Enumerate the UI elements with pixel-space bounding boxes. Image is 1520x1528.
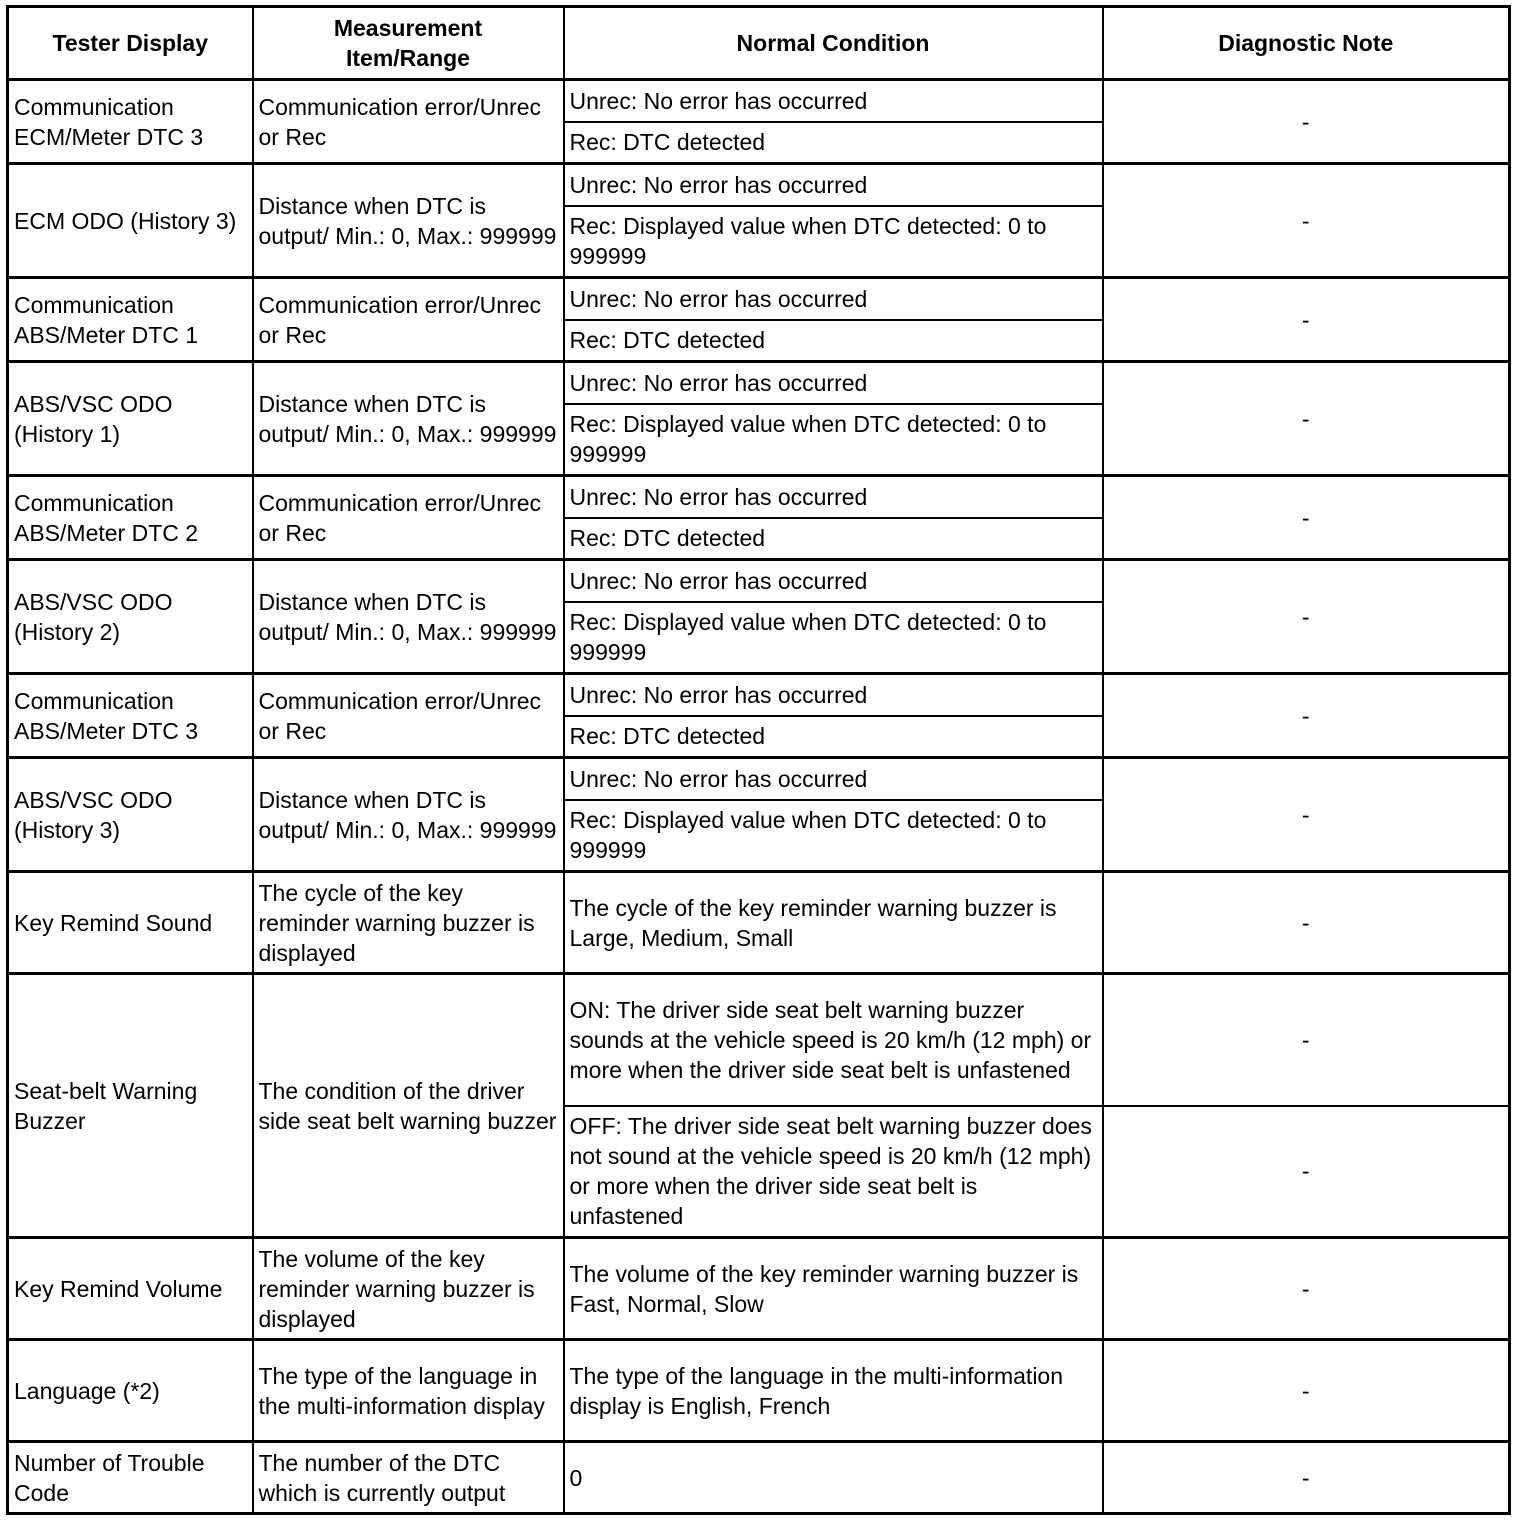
table-row — [8, 1442, 1510, 1514]
table-row — [8, 80, 1510, 122]
measurement-cell: Communication error/Unrec or Rec — [253, 674, 564, 758]
normal-condition-cell: 0 — [564, 1442, 1103, 1514]
tester-display-cell: Communication ABS/Meter DTC 2 — [8, 476, 253, 560]
measurement-cell: The volume of the key reminder warning buzzer is displayed — [253, 1238, 564, 1340]
header-normal-condition: Normal Condition — [564, 7, 1103, 80]
diagnostic-note-cell: - — [1103, 974, 1510, 1106]
tester-display-cell: ECM ODO (History 3) — [8, 164, 253, 278]
header-measurement-item-range: Measurement Item/Range — [253, 7, 564, 80]
table-row — [8, 674, 1510, 716]
measurement-cell: Distance when DTC is output/ Min.: 0, Max.: 999999 — [253, 758, 564, 872]
table-body — [8, 80, 1510, 1514]
normal-condition-cell: Rec: DTC detected — [564, 122, 1103, 164]
normal-condition-cell: Rec: DTC detected — [564, 320, 1103, 362]
header-row — [8, 7, 1510, 80]
measurement-cell: Distance when DTC is output/ Min.: 0, Max.: 999999 — [253, 560, 564, 674]
normal-condition-cell: ON: The driver side seat belt warning buzzer sounds at the vehicle speed is 20 km/h (12 mph) or more when the driver side seat belt is unfastened — [564, 974, 1103, 1106]
measurement-cell: Distance when DTC is output/ Min.: 0, Max.: 999999 — [253, 164, 564, 278]
normal-condition-cell: The cycle of the key reminder warning buzzer is Large, Medium, Small — [564, 872, 1103, 974]
normal-condition-cell: Rec: DTC detected — [564, 518, 1103, 560]
table-row — [8, 164, 1510, 206]
tester-display-cell: ABS/VSC ODO (History 3) — [8, 758, 253, 872]
diagnostic-note-cell: - — [1103, 1106, 1510, 1238]
table-row — [8, 278, 1510, 320]
measurement-cell: Communication error/Unrec or Rec — [253, 278, 564, 362]
table-row — [8, 974, 1510, 1106]
normal-condition-cell: Rec: Displayed value when DTC detected: 0 to 999999 — [564, 206, 1103, 278]
tester-display-cell: Key Remind Sound — [8, 872, 253, 974]
normal-condition-cell: Unrec: No error has occurred — [564, 674, 1103, 716]
header-diagnostic-note: Diagnostic Note — [1103, 7, 1510, 80]
normal-condition-cell: Rec: DTC detected — [564, 716, 1103, 758]
measurement-cell: The type of the language in the multi-information display — [253, 1340, 564, 1442]
measurement-cell: The cycle of the key reminder warning buzzer is displayed — [253, 872, 564, 974]
normal-condition-cell: Unrec: No error has occurred — [564, 758, 1103, 800]
normal-condition-cell: Unrec: No error has occurred — [564, 560, 1103, 602]
normal-condition-cell: OFF: The driver side seat belt warning buzzer does not sound at the vehicle speed is 20 km/h (12 mph) or more when the driver side seat belt is unfastened — [564, 1106, 1103, 1238]
table-row — [8, 872, 1510, 974]
normal-condition-cell: Unrec: No error has occurred — [564, 164, 1103, 206]
normal-condition-cell: Rec: Displayed value when DTC detected: 0 to 999999 — [564, 404, 1103, 476]
measurement-cell: Communication error/Unrec or Rec — [253, 80, 564, 164]
diagnostic-note-cell: - — [1103, 1442, 1510, 1514]
diagnostic-note-cell: - — [1103, 362, 1510, 476]
normal-condition-cell: Unrec: No error has occurred — [564, 278, 1103, 320]
normal-condition-cell: The volume of the key reminder warning buzzer is Fast, Normal, Slow — [564, 1238, 1103, 1340]
measurement-cell: Distance when DTC is output/ Min.: 0, Max.: 999999 — [253, 362, 564, 476]
measurement-cell: The condition of the driver side seat belt warning buzzer — [253, 974, 564, 1238]
tester-display-cell: Communication ABS/Meter DTC 3 — [8, 674, 253, 758]
diagnostic-note-cell: - — [1103, 1238, 1510, 1340]
diagnostic-note-cell: - — [1103, 80, 1510, 164]
tester-display-cell: Communication ECM/Meter DTC 3 — [8, 80, 253, 164]
table-row — [8, 476, 1510, 518]
diagnostic-note-cell: - — [1103, 674, 1510, 758]
measurement-cell: Communication error/Unrec or Rec — [253, 476, 564, 560]
diagnostic-note-cell: - — [1103, 560, 1510, 674]
normal-condition-cell: Rec: Displayed value when DTC detected: 0 to 999999 — [564, 800, 1103, 872]
tester-display-cell: Number of Trouble Code — [8, 1442, 253, 1514]
diagnostic-note-cell: - — [1103, 758, 1510, 872]
tester-display-cell: Key Remind Volume — [8, 1238, 253, 1340]
normal-condition-cell: Unrec: No error has occurred — [564, 362, 1103, 404]
measurement-cell: The number of the DTC which is currently output — [253, 1442, 564, 1514]
diagnostic-note-cell: - — [1103, 278, 1510, 362]
tester-display-cell: ABS/VSC ODO (History 1) — [8, 362, 253, 476]
normal-condition-cell: Unrec: No error has occurred — [564, 80, 1103, 122]
diagnostic-note-cell: - — [1103, 872, 1510, 974]
tester-display-cell: Communication ABS/Meter DTC 1 — [8, 278, 253, 362]
table-row — [8, 1238, 1510, 1340]
tester-display-cell: ABS/VSC ODO (History 2) — [8, 560, 253, 674]
tester-display-cell: Language (*2) — [8, 1340, 253, 1442]
diagnostic-note-cell: - — [1103, 1340, 1510, 1442]
diagnostic-note-cell: - — [1103, 476, 1510, 560]
normal-condition-cell: The type of the language in the multi-information display is English, French — [564, 1340, 1103, 1442]
table-row — [8, 362, 1510, 404]
tester-display-cell: Seat-belt Warning Buzzer — [8, 974, 253, 1238]
normal-condition-cell: Rec: Displayed value when DTC detected: 0 to 999999 — [564, 602, 1103, 674]
normal-condition-cell: Unrec: No error has occurred — [564, 476, 1103, 518]
table-row — [8, 1340, 1510, 1442]
diagnostic-data-table — [6, 5, 1511, 1515]
table-row — [8, 560, 1510, 602]
diagnostic-note-cell: - — [1103, 164, 1510, 278]
table-row — [8, 758, 1510, 800]
header-tester-display: Tester Display — [8, 7, 253, 80]
